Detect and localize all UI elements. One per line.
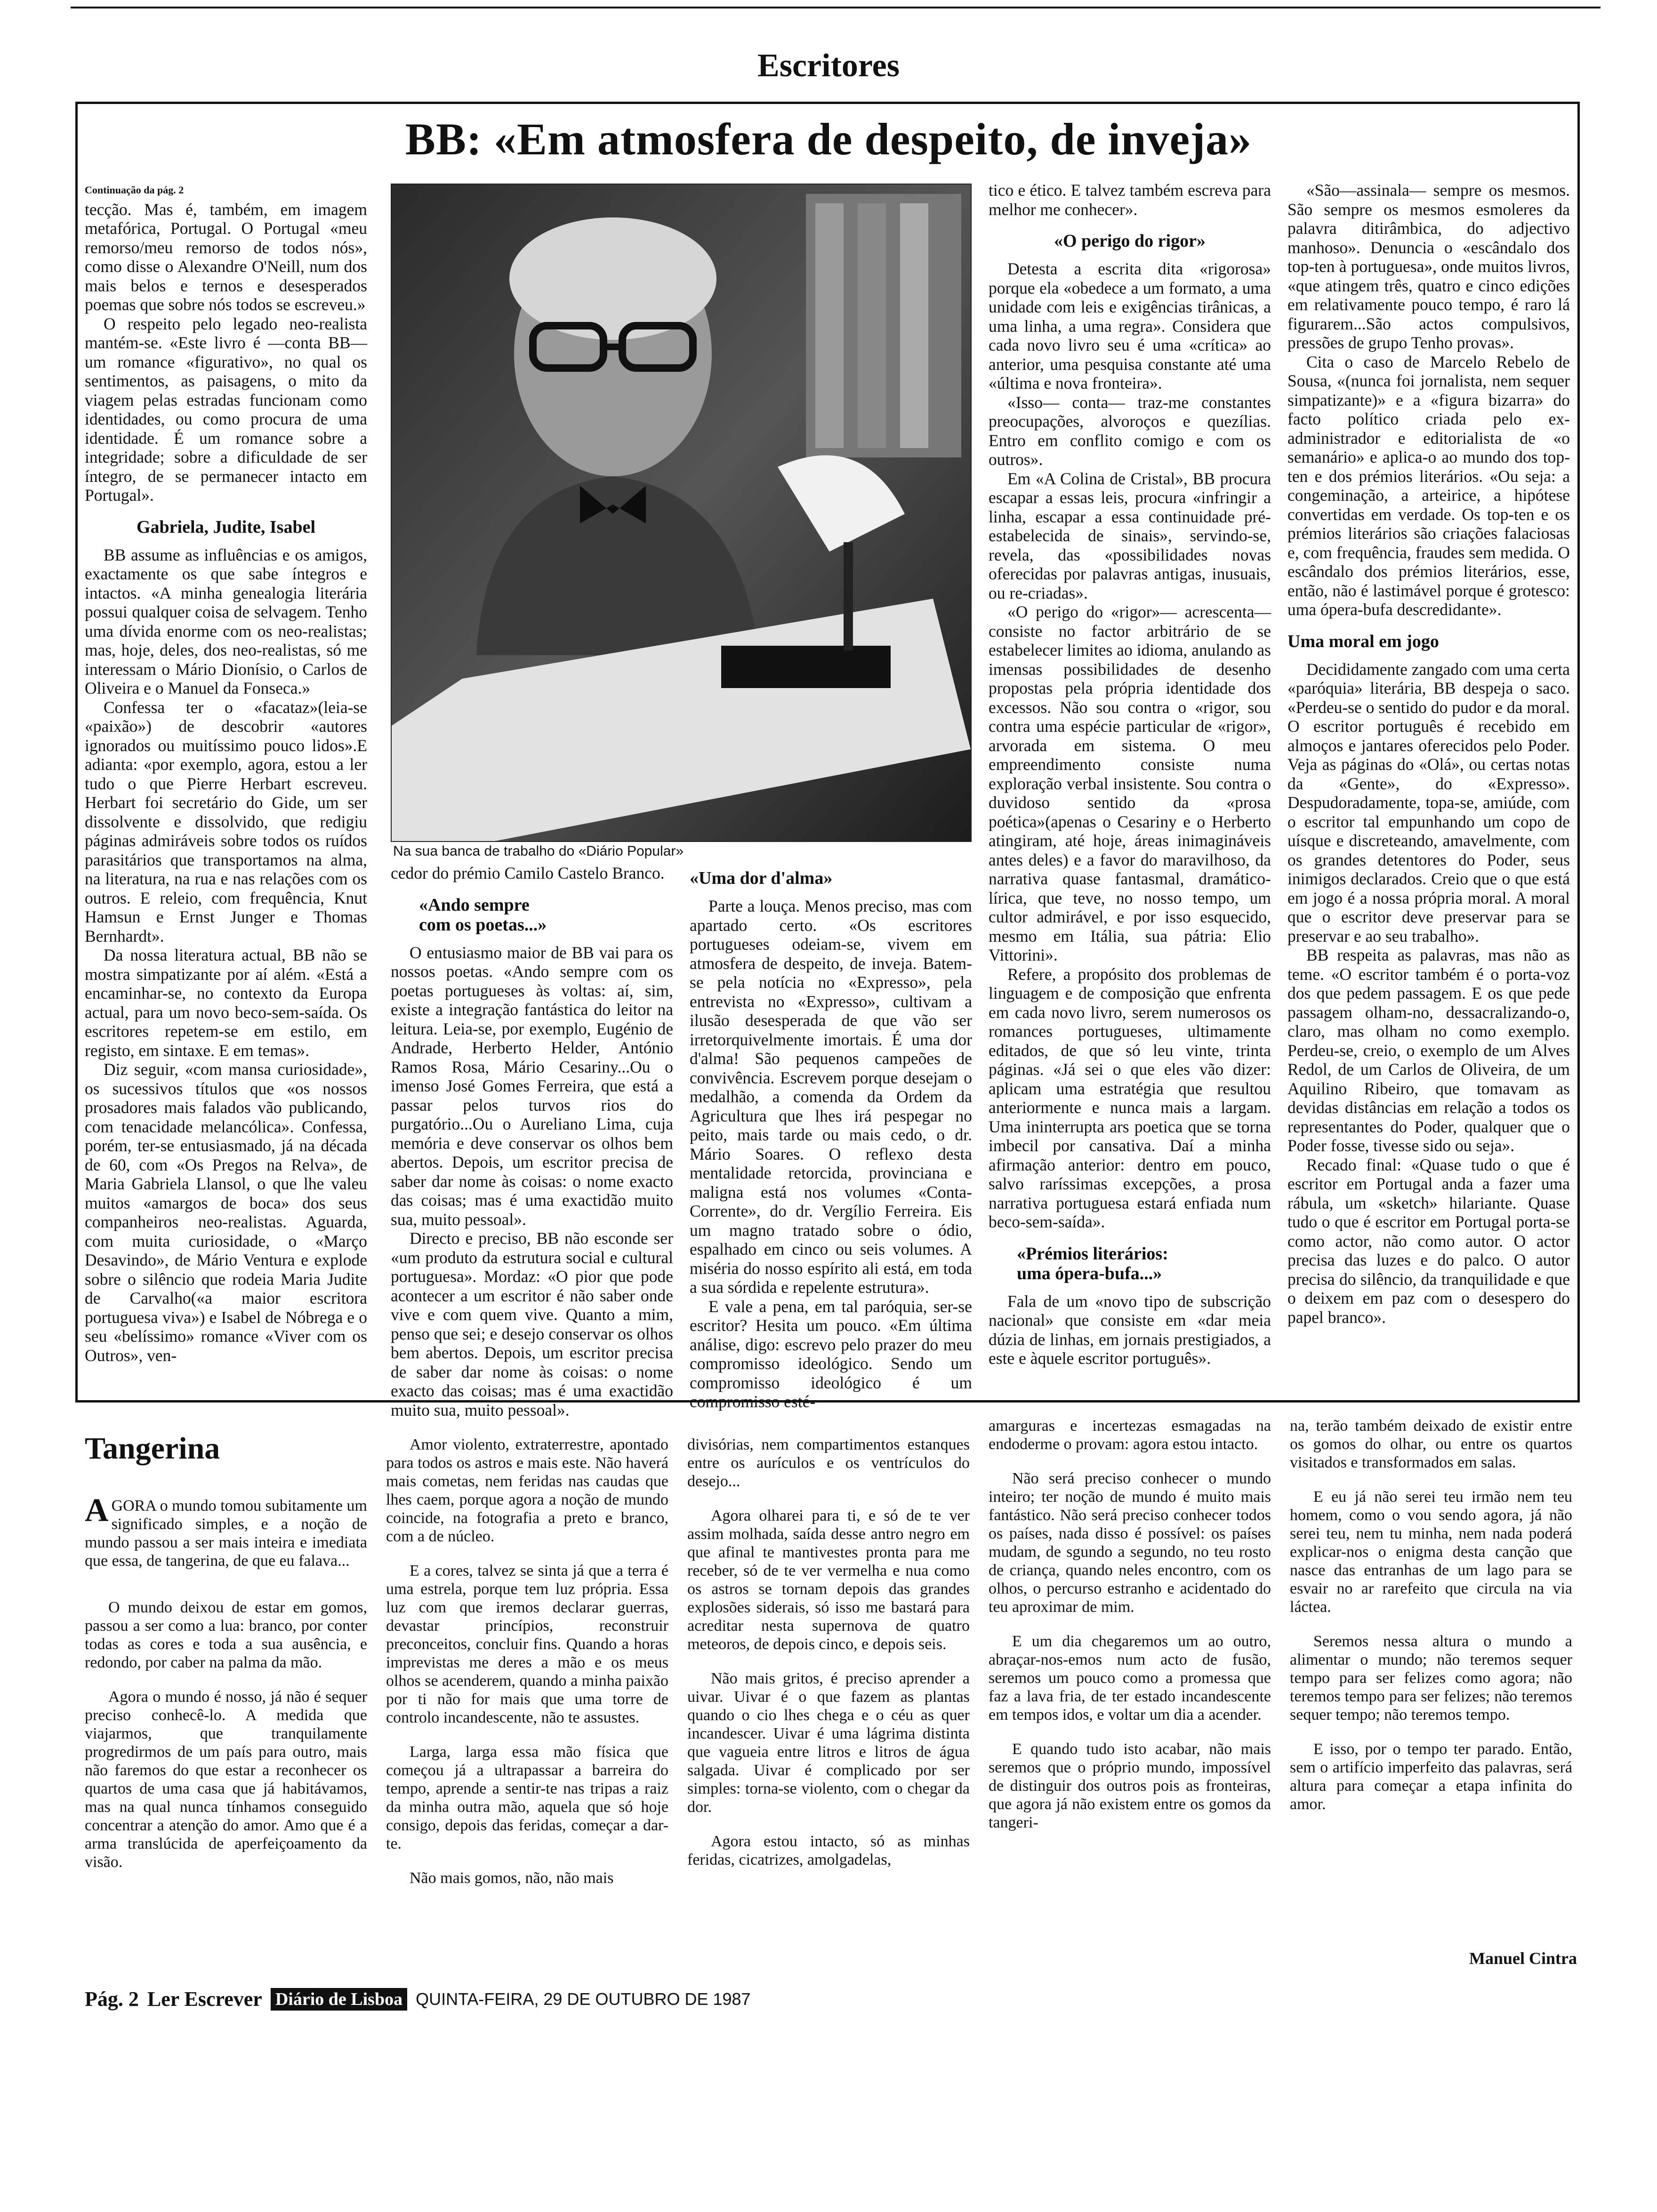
paragraph: Da nossa literatura actual, BB não se mostra simpatizante por aí além. «Está a encaminhar-se, no contexto da Europa actual, para um novo beco-sem-saída. Os escritores repetem-se em estilo, em registo, em sintaxe. E em temas».	[85, 946, 367, 1060]
paragraph: Cita o caso de Marcelo Rebelo de Sousa, «(nunca foi jornalista, nem sequer simpatizante)» e a «figura bizarra» do facto político criada pelo ex-administrador e editorialista de «o semanário» e aplica-o ao mundo dos top-ten e dos prémios literários. «Ou seja: a congeminação, a arteirice, a hipótese convertidas em verdade. Os top-ten e os prémios literários são criações falaciosas e, com frequência, fraudes sem medida. O escândalo dos prémios literários, esse, então, não é lastimável porque é grotesco: uma ópera-bufa descredidante».	[1287, 352, 1570, 619]
paragraph: Amor violento, extraterrestre, apontado para todos os astros e mais este. Não haverá mais cometas, nem feridas nas caudas que lhes caem, porque agora a noção de mundo coincide, na fotografia a preto e branco, com a de núcleo.	[386, 1436, 668, 1545]
paragraph: Directo e preciso, BB não esconde ser «um produto da estrutura social e cultural portuguesa». Mordaz: «O pior que pode acontecer a um escritor é não saber onde vive e com quem vive. Quanto a mim, penso que sei; e desejo conservar os olhos bem abertos. Depois, um escritor precisa de saber dar nome às coisas: o nome exacto das coisas; mas é uma exactidão muito sua, muito pessoal».	[391, 1229, 673, 1419]
paragraph: Recado final: «Quase tudo o que é escritor em Portugal anda a fazer uma rábula, um «sketch» hilariante. Quase tudo o que é escritor em Portugal porta-se como actor, não como autor. O actor precisa das luzes e do palco. O autor precisa do silêncio, da tranquilidade e que o deixem em paz com o desespero do papel branco».	[1287, 1155, 1570, 1327]
paragraph: Não mais gomos, não, não mais	[410, 1869, 614, 1887]
article-column-3	[989, 181, 1271, 1368]
subheading	[419, 895, 673, 935]
paragraph: E quando tudo isto acabar, não mais seremos que o próprio mundo, impossível de distinguir dos outros pois as fronteiras, que agora já não existem entre os gomos da tangeri-	[989, 1740, 1271, 1831]
paragraph: «Isso— conta— traz-me constantes preocupações, alvoroços e quezílias. Entro em conflito comigo e com os outros».	[989, 393, 1271, 469]
supplement-name: Ler Escrever	[147, 1988, 262, 2011]
article-column-2b	[690, 868, 972, 1411]
tangerina-column-2	[386, 1435, 668, 1903]
tangerina-column-1	[85, 1492, 367, 1887]
paragraph: Agora o mundo é nosso, já não é sequer preciso conhecê-lo. A medida que viajarmos, que tranquilamente progredirmos de um país para outro, mais não faremos do que estar a reconhecer os quartos de uma casa que já habitávamos, mas na qual nunca tínhamos conseguido concentrar a atenção do amor. Amo que é a arma translúcida de aperfeiçoamento da visão.	[85, 1688, 367, 1871]
subheading: «O perigo do rigor»	[1054, 231, 1206, 251]
paragraph: Confessa ter o «facataz»(leia-se «paixão») de descobrir «autores ignorados ou muitíssimo pouco lidos».E adianta: «por exemplo, agora, estou a ler tudo o que Pierre Herbart escreveu. Herbart foi secretário do Gide, um ser dissolvente e dissolvido, que redigiu páginas admiráveis sobre todos os ruídos parasitários que transportamos na alma, na literatura, na rua e nas relações com os outros. E releio, com frequência, Knut Hamsun e Ernst Junger e Thomas Bernhardt».	[85, 697, 367, 946]
tangerina-column-4	[989, 1417, 1271, 1848]
section-title: Escritores	[757, 48, 900, 84]
paragraph: Detesta a escrita dita «rigorosa» porque ela «obedece a um formato, a uma unidade com leis e exigências tirânicas, a uma linha, a uma regra». Considera que cada novo livro seu é uma «crítica» ao anterior, uma pesquisa constante até uma «última e nova fronteira».	[989, 259, 1271, 393]
paragraph: Seremos nessa altura o mundo a alimentar o mundo; não teremos sequer tempo para ser felizes como agora; não teremos tempo para ser felizes; não teremos sequer tempo; não teremos tempo.	[1290, 1633, 1572, 1723]
subheading: «Uma dor d'alma»	[690, 868, 833, 888]
paragraph: Não mais gritos, é preciso aprender a uivar. Uivar é o que fazem as plantas quando o cio lhes chega e o céu as quer incandescer. Uivar é uma lágrima distinta que vagueia entre litros e litros de água salgada. Uivar é complicado por ser simples: torna-se violento, com o chegar da dor.	[687, 1670, 970, 1816]
paragraph: «São—assinala— sempre os mesmos. São sempre os mesmos esmoleres da palavra ditirâmbica, do adjectivo manhoso». Denuncia o «escândalo dos top-ten à portuguesa», onde muitos livros, «que atingem três, quatro e cinco edições em relativamente pouco tempo, é raro lá figurarem...São actos compulsivos, pressões de grupo Tenho provas».	[1287, 181, 1570, 352]
paragraph: amarguras e incertezas esmagadas na endoderme o provam: agora estou intacto.	[989, 1417, 1271, 1453]
paragraph: E vale a pena, em tal paróquia, ser-se escritor? Hesita um pouco. «Em última análise, digo: escrevo pelo prazer do meu compromisso ideológico. Sendo um compromisso ideológico é um compromisso esté-	[690, 1297, 972, 1411]
author-photo	[391, 184, 972, 842]
paragraph: tecção. Mas é, também, em imagem metafórica, Portugal. O Portugal «meu remorso/meu remorso de todos nós», como disse o Alexandre O'Neill, num dos mais belos e ternos e desesperados poemas que sobre nós todos se escreveu.»	[85, 200, 367, 314]
paragraph: Em «A Colina de Cristal», BB procura escapar a essas leis, procura «infringir a linha, escapar a essa continuidade pré-estabelecida de sinais», servindo-se, revela, das «possibilidades novas oferecidas por palavras antigas, inusuais, ou re-criadas».	[989, 469, 1271, 602]
photo-illustration	[392, 184, 971, 841]
tangerina-column-3	[687, 1435, 970, 1885]
page-footer	[85, 1987, 751, 2011]
subheading-line: «Ando sempre	[419, 895, 530, 915]
paragraph: tico e ético. E talvez também escreva para melhor me conhecer».	[989, 181, 1271, 219]
top-rule	[71, 7, 1601, 8]
article-column-2	[391, 864, 673, 1419]
masthead-logo: Diário de Lisboa	[271, 1988, 407, 2011]
paragraph: cedor do prémio Camilo Castelo Branco.	[391, 864, 665, 882]
paragraph: divisórias, nem compartimentos estanques entre os aurículos e os ventrículos do desejo...	[687, 1436, 970, 1490]
paragraph: E a cores, talvez se sinta já que a terra é uma estrela, porque tem luz própria. Essa luz com que iremos declarar guerras, devastar princípios, reconstruir preconceitos, concluir fins. Quando a horas imprevistas me deres a mão e os meus olhos se acenderem, quando a minha paixão por ti não for mais que uma torre de controlo incandescente, não te assustes.	[386, 1562, 668, 1726]
photo-caption: Na sua banca de trabalho do «Diário Popular»	[393, 843, 684, 859]
tangerina-title: Tangerina	[85, 1431, 220, 1466]
tangerina-column-5	[1290, 1417, 1572, 1829]
paragraph: Diz seguir, «com mansa curiosidade», os sucessivos títulos que «os nossos prosadores mais falados vão publicando, com tenacidade melancólica». Confessa, porém, ter-se entusiasmado, já na década de 60, com «Os Pregos na Relva», de Maria Gabriela Llansol, o que lhe valeu muitos «amargos de boca» dos seus companheiros neo-realistas. Aguarda, com muita curiosidade, o «Março Desavindo», de Mário Ventura e explode sobre o silêncio que rodeia Maria Judite de Carvalho(«a maior escritora portuguesa viva») e Isabel de Nóbrega e o seu «belíssimo» romance «Viver com os Outros», ven-	[85, 1060, 367, 1365]
paragraph: BB assume as influências e os amigos, exactamente os que sabe íntegros e intactos. «A minha genealogia literária possui qualquer coisa de selvagem. Tenho uma dívida enorme com os neo-realistas; mas, hoje, deles, dos neo-realistas, só me interessam o Mário Dionísio, o Carlos de Oliveira e o Manuel da Fonseca.»	[85, 545, 367, 697]
paragraph: O entusiasmo maior de BB vai para os nossos poetas. «Ando sempre com os poetas portugueses às voltas: aí, sim, existe a integração fantástica do leitor na leitura. Leia-se, por exemplo, Eugénio de Andrade, Herberto Helder, António Ramos Rosa, Mário Cesariny...Ou o imenso José Gomes Ferreira, que está a passar pelos turvos rios do purgatório...Ou o Aureliano Lima, cuja memória e deve conservar os olhos bem abertos. Depois, um escritor precisa de saber dar nome às coisas: o nome exacto das coisas; mas é uma exactidão muito sua, muito pessoal».	[391, 943, 673, 1229]
paragraph: BB respeita as palavras, mas não as teme. «O escritor também é o porta-voz dos que pedem passagem. E os que pede passagem olham-no, dessacralizando-o, claro, mas olham no como exemplo. Perdeu-se, creio, o exemplo de um Alves Redol, de um Carlos de Oliveira, de um Aquilino Ribeiro, que tomavam as devidas distâncias em relação a todos os representantes do Poder, qualquer que o Poder fosse, tivesse sido ou seja».	[1287, 946, 1570, 1155]
paragraph: O respeito pelo legado neo-realista mantém-se. «Este livro é —conta BB— um romance «figurativo», no qual os sentimentos, as paisagens, o mito da viagem pelas estradas funcionam como identidades, ou como procura de uma identidade. É um romance sobre a integridade; sobre a dificuldade de ser íntegro, de se permanecer intacto em Portugal».	[85, 314, 367, 505]
subheading-line: com os poetas...»	[419, 914, 547, 935]
subheading	[1017, 1244, 1271, 1283]
paragraph: na, terão também deixado de existir entre os gomos do olhar, ou entre os quartos visitados e transformados em salas.	[1290, 1417, 1572, 1471]
paragraph: Fala de um «novo tipo de subscrição nacional» que consiste em «dar meia dúzia de linhas, em jornais prestigiados, a este e àquele escritor português».	[989, 1291, 1271, 1368]
paragraph: Decididamente zangado com uma certa «paróquia» literária, BB despeja o saco. «Perdeu-se o sentido do pudor e da moral. O escritor português é recebido em almoços e jantares oferecidos pelo Poder. Veja as páginas do «Olá», ou certas notas da «Gente», do «Expresso». Despudoradamente, topa-se, amiúde, com o escritor tal empunhando um copo de uísque e discreteando, amavelmente, com os grandes detentores do Poder, seus inimigos declarados. Creio que o que está em jogo é a nossa própria moral. A moral que o escritor deve preservar para se preservar e ao seu trabalho».	[1287, 659, 1570, 946]
article-column-4	[1287, 181, 1570, 1327]
subheading-line: «Prémios literários:	[1017, 1243, 1168, 1264]
headline: BB: «Em atmosfera de despeito, de inveja»	[405, 114, 1252, 164]
subheading: Gabriela, Judite, Isabel	[136, 517, 316, 537]
subheading: Uma moral em jogo	[1287, 631, 1439, 651]
paragraph: Agora estou intacto, só as minhas feridas, cicatrizes, amolgadelas,	[687, 1833, 970, 1868]
paragraph: Agora olharei para ti, e só de te ver assim molhada, saída desse antro negro em que afinal te mantivestes pronta para me receber, só de te ver vermelha e nua como os astros se tornam depois das grandes explosões siderais, só isso me bastará para acreditar nesta supernova de quatro meteoros, de depois cinco, e depois seis.	[687, 1507, 970, 1653]
paragraph: Parte a louça. Menos preciso, mas com apartado certo. «Os escritores portugueses odeiam-se, vivem em atmosfera de despeito, de inveja. Batem-se pela notícia no «Expresso», pela entrevista no «Expresso», cultivam a ilusão desesperada de que vão ser irretorquivelmente imortais. É uma dor d'alma! São pequenos campeões de convivência. Escrevem porque desejam o medalhão, a comenda da Ordem da Agricultura que lhes irá pespegar no peito, mais tarde ou mais cedo, o dr. Mário Soares. O reflexo desta mentalidade retorcida, provinciana e maligna está nos volumes «Conta-Corrente», do dr. Vergílio Ferreira. Eis um magno tratado sobre o ódio, espalhado em cinco ou seis volumes. A miséria do nosso espírito ali está, em toda a sua sórdida e repelente estrutura».	[690, 897, 972, 1297]
subheading-line: uma ópera-bufa...»	[1017, 1263, 1162, 1283]
byline: Manuel Cintra	[1469, 1949, 1577, 1968]
paragraph: Não será preciso conhecer o mundo inteiro; ter noção de mundo é muito mais fantástico. Não será preciso conhecer todos os países, nada disso é possível: os países mudam, de sgundo a segundo, no teu rosto de criança, quando neles encontro, com os olhos, o percurso estranho e acidentado do teu aproximar de mim.	[989, 1470, 1271, 1616]
paragraph: Refere, a propósito dos problemas de linguagem e de composição que enfrenta em cada novo livro, serem numerosos os romances portugueses, ultimamente editados, de que só leu vinte, trinta páginas. «Já sei o que eles vão dizer: aplicam uma estratégia que resultou anteriormente e nunca mais a largam. Uma ininterrupta ars poetica que se torna imbecil por cansativa. Daí a minha afirmação anterior: dentro em pouco, salvo raríssimas excepções, a prosa narrativa portuguesa estará enfiada num beco-sem-saída».	[989, 964, 1271, 1231]
issue-date: QUINTA-FEIRA, 29 DE OUTUBRO DE 1987	[416, 1989, 751, 2009]
paragraph: AGORA o mundo tomou subitamente um significado simples, e a noção de mundo passou a ser mais inteira e imediata que essa, de tangerina, de que eu falava...	[85, 1492, 367, 1570]
paragraph: E eu já não serei teu irmão nem teu homem, como o vou sendo agora, já não serei teu, nem tu minha, nem nada poderá explicar-nos o enigma desta canção que nasce das entranhas de um lago para se esvair no ar rarefeito que circula na via láctea.	[1290, 1488, 1572, 1616]
page-number: Pág. 2	[85, 1988, 139, 2011]
paragraph: E isso, por o tempo ter parado. Então, sem o artifício imperfeito das palavras, será altura para começar a etapa infinita do amor.	[1290, 1740, 1572, 1813]
paragraph: E um dia chegaremos um ao outro, abraçar-nos-emos num acto de fusão, seremos um pouco como a promessa que faz a lava fria, de ter estado incandescente em tempos idos, e voltar um dia a acender.	[989, 1633, 1271, 1723]
paragraph: O mundo deixou de estar em gomos, passou a ser como a lua: branco, por conter todas as cores e toda a sua ausência, e redondo, por caber na palma da mão.	[85, 1599, 367, 1671]
paragraph: Larga, larga essa mão física que começou já a ultrapassar a barreira do tempo, aprende a sentir-te nas tripas a raiz da minha outra mão, aquela que só hoje consigo, depois das feridas, começar a dar-te.	[386, 1743, 668, 1852]
article-column-1	[85, 181, 367, 1365]
continuation-note: Continuação da pág. 2	[85, 184, 184, 196]
paragraph: «O perigo do «rigor»— acrescenta— consiste no factor arbitrário de se estabelecer limites ao idioma, anulando as imensas possibilidades de desenho propostas pela própria identidade dos excessos. Não sou contra o «rigor, sou contra uma espécie particular de «rigor», arvorada em sistema. O meu empreendimento consiste numa exploração verbal insistente. Sou contra o duvidoso sentido da «prosa poética»(apenas o Cesariny e o Herberto atingiram, até hoje, áreas inimagináveis antes deles) e a favor do maravilhoso, da narrativa quase fantasmal, dramático-lírica, que teve, no nosso tempo, um cultor admirável, e por isso esquecido, mesmo em Itália, sua pátria: Elio Vittorini».	[989, 602, 1271, 964]
